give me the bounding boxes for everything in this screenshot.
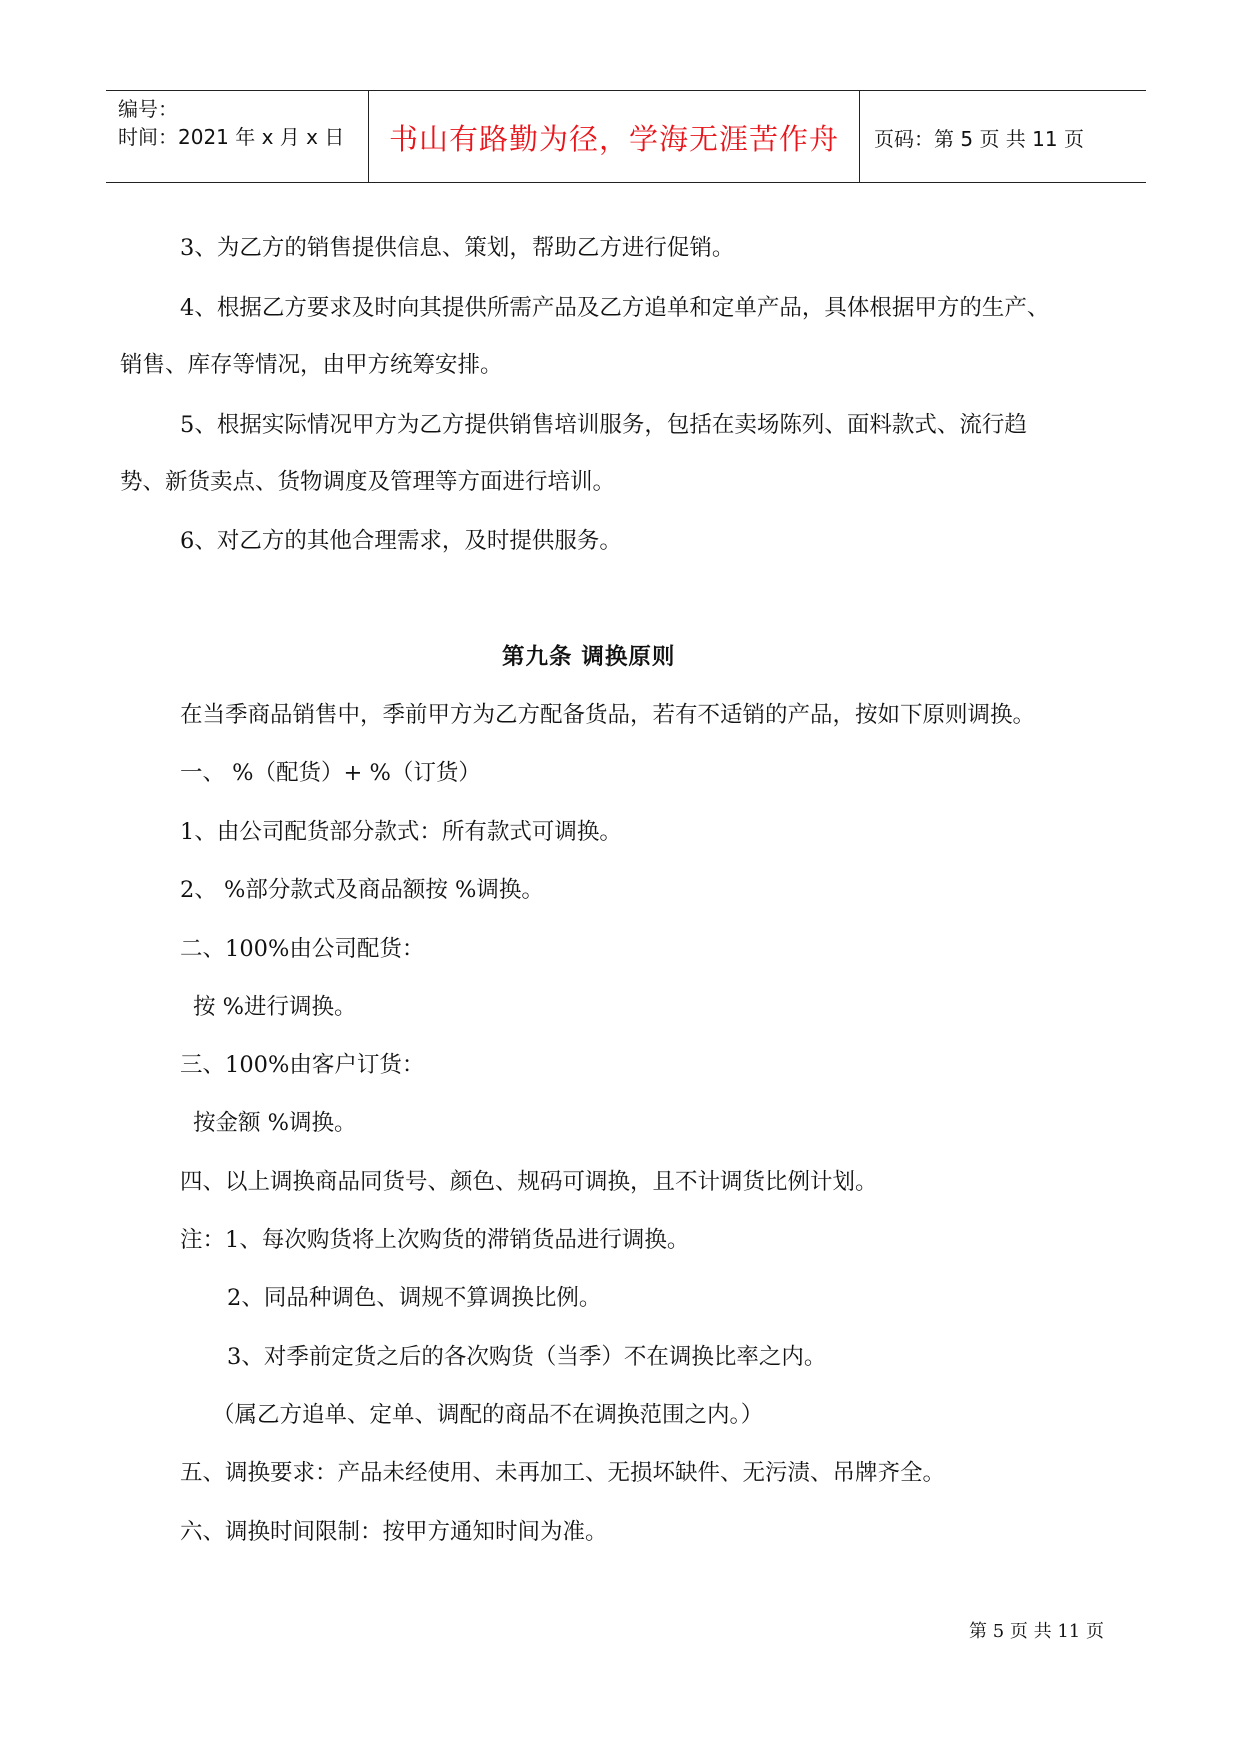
- body-line: 六、调换时间限制：按甲方通知时间为准。: [180, 1519, 608, 1545]
- page-footer: 第 5 页 共 11 页: [969, 1621, 1104, 1642]
- header-motto-cell: [369, 91, 860, 182]
- body-line: 2、 %部分款式及商品额按 %调换。: [180, 877, 544, 903]
- body-line: 按 %进行调换。: [193, 994, 357, 1020]
- body-line: 按金额 %调换。: [193, 1110, 357, 1136]
- body-line: 3、对季前定货之后的各次购货（当季）不在调换比率之内。: [227, 1344, 827, 1370]
- body-line: （属乙方追单、定单、调配的商品不在调换范围之内。）: [212, 1402, 764, 1428]
- header-page-cell: [860, 91, 1146, 182]
- header-motto: 书山有路勤为径，学海无涯苦作舟: [388, 122, 839, 156]
- page-header: [106, 90, 1146, 183]
- body-line: 在当季商品销售中，季前甲方为乙方配备货品，若有不适销的产品，按如下原则调换。: [180, 702, 1036, 728]
- header-meta-cell: [106, 91, 369, 182]
- body-line: 1、由公司配货部分款式：所有款式可调换。: [180, 819, 622, 845]
- body-line: 注：1、每次购货将上次购货的滞销货品进行调换。: [180, 1227, 690, 1253]
- body-line: 一、 %（配货）+ %（订货）: [180, 760, 481, 786]
- document-time: 时间：2021 年 x 月 x 日: [118, 125, 345, 149]
- section-title: 第九条 调换原则: [502, 644, 676, 670]
- body-line: 五、调换要求：产品未经使用、未再加工、无损坏缺件、无污渍、吊牌齐全。: [180, 1460, 946, 1486]
- body-line: 四、以上调换商品同货号、颜色、规码可调换，且不计调货比例计划。: [180, 1169, 878, 1195]
- body-line: 3、为乙方的销售提供信息、策划，帮助乙方进行促销。: [180, 235, 735, 261]
- body-line: 5、根据实际情况甲方为乙方提供销售培训服务，包括在卖场陈列、面料款式、流行趋: [180, 412, 1027, 438]
- body-line: 4、根据乙方要求及时向其提供所需产品及乙方追单和定单产品，具体根据甲方的生产、: [180, 295, 1050, 321]
- body-line: 销售、库存等情况，由甲方统筹安排。: [120, 352, 503, 378]
- body-line: 势、新货卖点、货物调度及管理等方面进行培训。: [120, 469, 616, 495]
- document-number: 编号：: [118, 97, 178, 121]
- body-line: 三、100%由客户订货：: [180, 1052, 425, 1078]
- body-line: 2、同品种调色、调规不算调换比例。: [227, 1285, 602, 1311]
- body-line: 二、100%由公司配货：: [180, 936, 425, 962]
- header-page-info: 页码：第 5 页 共 11 页: [874, 127, 1084, 151]
- body-line: 6、对乙方的其他合理需求，及时提供服务。: [180, 528, 622, 554]
